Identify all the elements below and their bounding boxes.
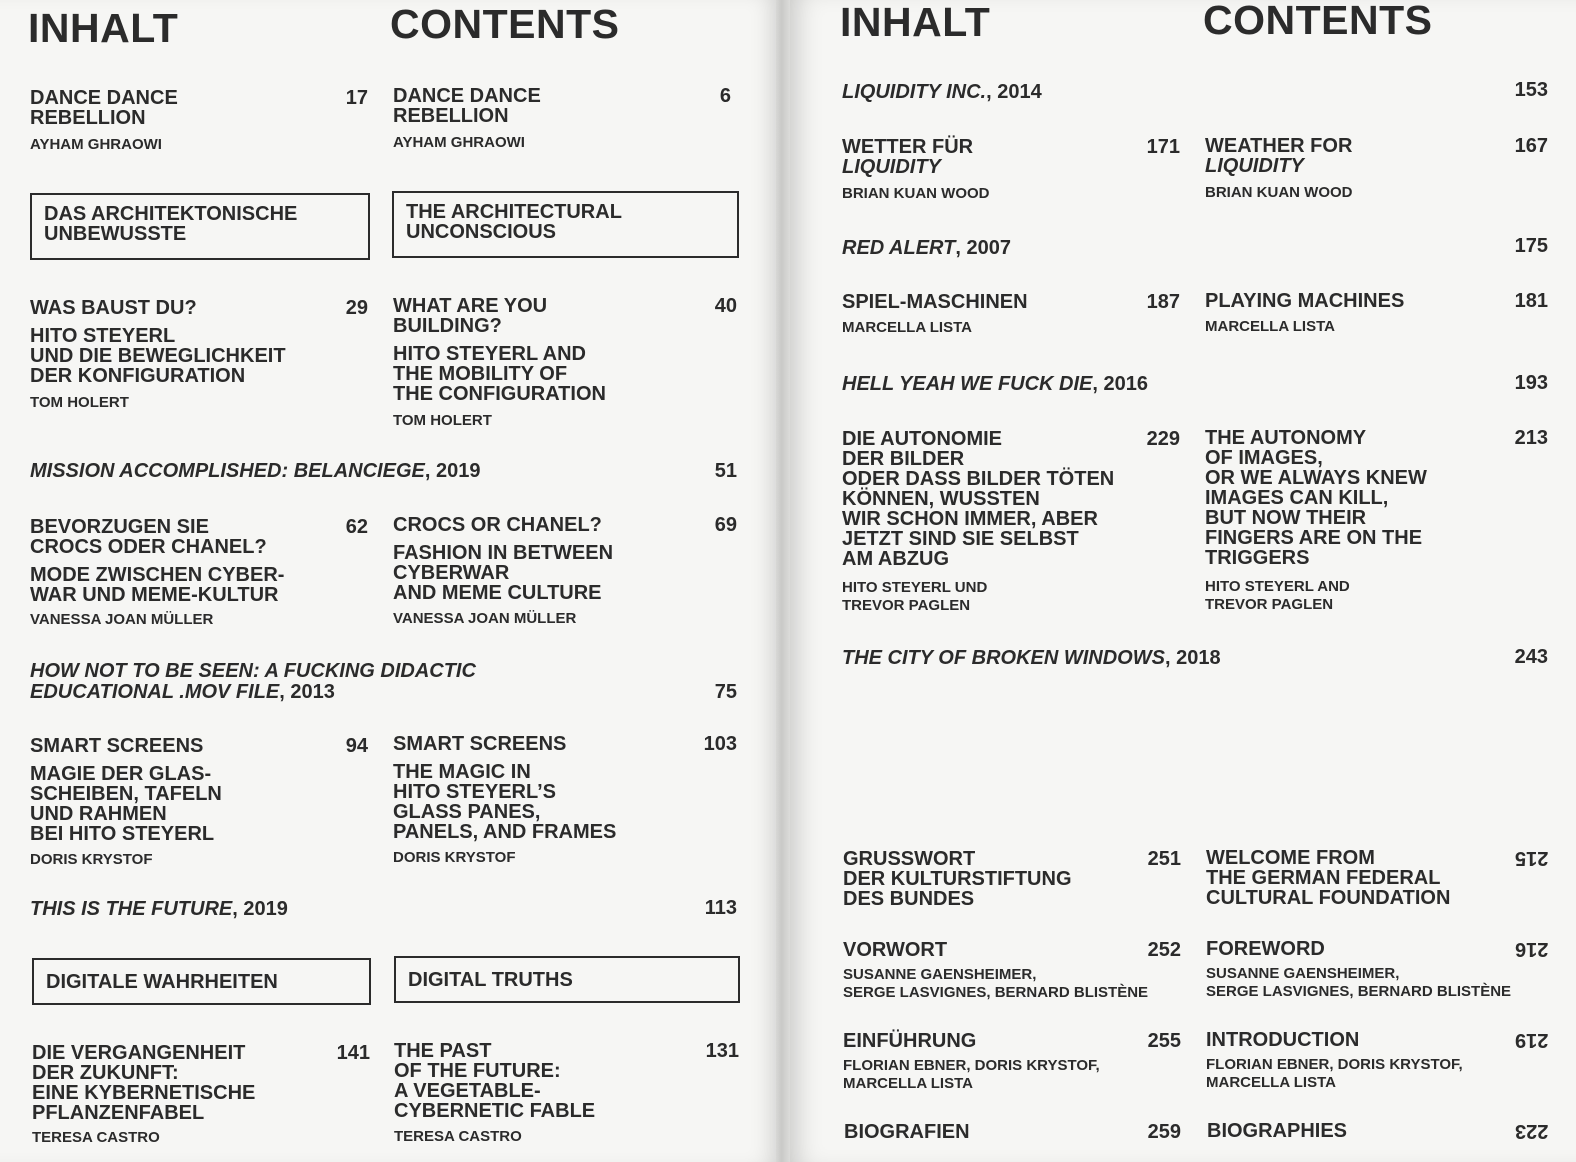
toc-entry-de-grusswort-title [843, 849, 1133, 909]
text-line: PANELS, AND FRAMES [393, 821, 617, 843]
toc-entry-en-introduction-author [1206, 1056, 1556, 1092]
text-line: AYHAM GHRAOWI [393, 134, 525, 151]
page-number: 141 [336, 1042, 370, 1064]
page-number: 94 [345, 735, 368, 757]
page-number: 153 [1514, 79, 1548, 101]
text-line: DIE VERGANGENHEIT [32, 1042, 246, 1064]
page-number: 229 [1146, 428, 1180, 450]
text-line: DER KONFIGURATION [30, 365, 246, 387]
text-line: HITO STEYERL AND [393, 343, 586, 365]
toc-entry-en-dance-dance-rebellion-title [393, 86, 683, 126]
text-line: WIR SCHON IMMER, ABER [842, 508, 1098, 530]
text-line: DIE AUTONOMIE [842, 428, 1003, 450]
toc-entry-en-introduction-title [1206, 1030, 1496, 1050]
toc-entry-en-playing-machines-author [1205, 318, 1495, 336]
text-line: THE MAGIC IN [393, 761, 531, 783]
text-line: THE CONFIGURATION [393, 383, 606, 405]
text-line: DIGITALE WAHRHEITEN [46, 971, 278, 993]
page-number: 171 [1146, 136, 1180, 158]
toc-entry-en-weather-title: WEATHER FOR LIQUIDITY [1205, 136, 1495, 176]
text-line: AYHAM GHRAOWI [30, 136, 162, 153]
text-line: CROCS ODER CHANEL? [30, 536, 267, 558]
page-number: 131 [705, 1040, 739, 1062]
text-line: SMART SCREENS [393, 733, 567, 755]
text-line: THE PAST [394, 1040, 492, 1062]
toc-entry-en-smart-screens-author [393, 849, 683, 867]
text-line: WAS BAUST DU? [30, 297, 197, 319]
text-line: ODER DASS BILDER TÖTEN [842, 468, 1115, 490]
text-line: SUSANNE GAENSHEIMER, [843, 966, 1037, 983]
text-line: MODE ZWISCHEN CYBER- [30, 564, 285, 586]
work-title-mission-accomplished: MISSION ACCOMPLISHED: BELANCIEGE, 2019 [30, 460, 481, 482]
text-line: DAS ARCHITEKTONISCHE [44, 203, 298, 225]
text-line: WAR UND MEME-KULTUR [30, 584, 279, 606]
toc-entry-de-vorwort-title [843, 940, 1133, 960]
work-title-city-of-broken-windows: THE CITY OF BROKEN WINDOWS, 2018 [842, 647, 1221, 669]
section-box-architectural-unconscious [392, 191, 739, 258]
work-title-hell-yeah-we-fuck-die: HELL YEAH WE FUCK DIE, 2016 [842, 373, 1148, 395]
page-number: 243 [1514, 646, 1548, 668]
page-number: 213 [1514, 427, 1548, 449]
text-line: UNBEWUSSTE [44, 223, 187, 245]
text-line: VANESSA JOAN MÜLLER [30, 611, 214, 628]
text-line: TERESA CASTRO [32, 1129, 160, 1146]
toc-entry-de-wetter-author [842, 185, 1132, 203]
page-number: 252 [1147, 939, 1181, 961]
text-line: WELCOME FROM [1206, 847, 1375, 869]
text-line: DER ZUKUNFT: [32, 1062, 179, 1084]
work-title-this-is-the-future: THIS IS THE FUTURE, 2019 [30, 898, 288, 920]
toc-entry-de-crocs-subtitle [30, 565, 350, 605]
toc-entry-de-crocs-title [30, 517, 330, 557]
page-number: 40 [714, 295, 737, 317]
page-number: 215 [1514, 847, 1548, 869]
page-number: 255 [1147, 1030, 1181, 1052]
text-line: HITO STEYERL [30, 325, 176, 347]
text-line: WEATHER FOR [1205, 135, 1353, 157]
text-line: UND DIE BEWEGLICHKEIT [30, 345, 286, 367]
toc-entry-de-vergangenheit-author [32, 1129, 322, 1147]
text-line: MAGIE DER GLAS- [30, 763, 212, 785]
text-line: JETZT SIND SIE SELBST [842, 528, 1079, 550]
text-line: THE ARCHITECTURAL [406, 201, 622, 223]
text-line: TOM HOLERT [30, 394, 129, 411]
page-number: 51 [714, 460, 737, 482]
page-number: 167 [1514, 135, 1548, 157]
text-line: FLORIAN EBNER, DORIS KRYSTOF, [843, 1057, 1100, 1074]
page-number: 175 [1514, 235, 1548, 257]
text-line: A VEGETABLE- [394, 1080, 541, 1102]
text-line: DES BUNDES [843, 888, 975, 910]
text-line: UND RAHMEN [30, 803, 167, 825]
toc-entry-en-what-are-you-building-author [393, 412, 683, 430]
toc-entry-de-einfuehrung-author [843, 1057, 1193, 1093]
section-box-digital-truths [394, 956, 740, 1003]
text-line: INTRODUCTION [1206, 1029, 1360, 1051]
text-line: WHAT ARE YOU [393, 295, 548, 317]
toc-entry-en-welcome-title [1206, 848, 1506, 908]
text-line: IMAGES CAN KILL, [1205, 487, 1389, 509]
text-line: BIOGRAPHIES [1207, 1120, 1348, 1142]
text-line: TERESA CASTRO [394, 1128, 522, 1145]
toc-entry-en-playing-machines-title [1205, 291, 1495, 311]
toc-entry-en-foreword-author [1206, 965, 1556, 1001]
text-line: SPIEL-MASCHINEN [842, 291, 1028, 313]
text-line: BEI HITO STEYERL [30, 823, 215, 845]
text-line: DER KULTURSTIFTUNG [843, 868, 1072, 890]
text-line: FINGERS ARE ON THE [1205, 527, 1423, 549]
toc-entry-de-was-baust-du-subtitle [30, 326, 350, 386]
text-line: VORWORT [843, 939, 948, 961]
text-line: TRIGGERS [1205, 547, 1310, 569]
page-number: 6 [719, 85, 731, 107]
text-line: BEVORZUGEN SIE [30, 516, 209, 538]
toc-entry-de-wetter-title: WETTER FÜR LIQUIDITY [842, 137, 1132, 177]
header-inhalt-right: INHALT [840, 0, 991, 45]
toc-entry-en-autonomy-title [1205, 428, 1495, 568]
toc-entry-en-foreword-title [1206, 939, 1496, 959]
text-line: DORIS KRYSTOF [393, 849, 516, 866]
text-line: MARCELLA LISTA [1205, 318, 1335, 335]
toc-entry-de-biografien-title [844, 1122, 1134, 1142]
page-number: 219 [1514, 1029, 1548, 1051]
text-line: FASHION IN BETWEEN [393, 542, 614, 564]
work-title-liquidity-inc: LIQUIDITY INC., 2014 [842, 81, 1042, 103]
toc-entry-en-what-are-you-building-subtitle [393, 344, 693, 404]
header-contents-right: CONTENTS [1203, 0, 1433, 43]
text-line: UNCONSCIOUS [406, 221, 557, 243]
text-line: MARCELLA LISTA [1206, 1074, 1336, 1091]
page-number: 187 [1146, 291, 1180, 313]
text-line: GRUSSWORT [843, 848, 976, 870]
text-line: THE MOBILITY OF [393, 363, 568, 385]
text-line: CROCS OR CHANEL? [393, 514, 602, 536]
text-line: GLASS PANES, [393, 801, 541, 823]
toc-entry-en-past-of-future-title [394, 1041, 684, 1121]
text-line: AM ABZUG [842, 548, 950, 570]
text-line: CYBERWAR [393, 562, 510, 584]
toc-entry-de-vorwort-author [843, 966, 1193, 1002]
page-number: 181 [1514, 290, 1548, 312]
toc-entry-en-crocs-subtitle [393, 543, 693, 603]
text-line: MARCELLA LISTA [842, 319, 972, 336]
text-line: TREVOR PAGLEN [842, 597, 971, 614]
toc-entry-de-vergangenheit-title [32, 1043, 332, 1123]
page-number: 216 [1514, 938, 1548, 960]
page-number: 103 [703, 733, 737, 755]
text-line: FLORIAN EBNER, DORIS KRYSTOF, [1206, 1056, 1463, 1073]
toc-entry-de-autonomie-author [842, 579, 1132, 615]
text-line: DANCE DANCE [393, 85, 541, 107]
toc-entry-de-spiel-maschinen-title [842, 292, 1132, 312]
text-line: EINFÜHRUNG [843, 1030, 977, 1052]
text-line: HITO STEYERL AND [1205, 578, 1350, 595]
text-line: THE AUTONOMY [1205, 427, 1367, 449]
text-line: PFLANZENFABEL [32, 1102, 205, 1124]
text-line: REBELLION [393, 105, 509, 127]
text-line: TREVOR PAGLEN [1205, 596, 1334, 613]
toc-entry-de-crocs-author [30, 611, 320, 629]
toc-entry-en-autonomy-author [1205, 578, 1495, 614]
page-number: 251 [1147, 848, 1181, 870]
toc-entry-de-smart-screens-subtitle [30, 764, 330, 844]
text-line: DORIS KRYSTOF [30, 851, 153, 868]
toc-entry-de-dance-dance-rebellion-author [30, 136, 320, 154]
toc-entry-de-smart-screens-title [30, 736, 320, 756]
toc-entry-de-autonomie-title [842, 429, 1172, 569]
text-line: DANCE DANCE [30, 87, 178, 109]
text-line: REBELLION [30, 107, 146, 129]
toc-entry-de-smart-screens-author [30, 851, 320, 869]
toc-entry-de-dance-dance-rebellion-title [30, 88, 320, 128]
work-title-how-not-to-be-seen: HOW NOT TO BE SEEN: A FUCKING DIDACTIC EDUCATIONAL .MOV FILE, 2013 [30, 660, 476, 703]
text-line: VANESSA JOAN MÜLLER [393, 610, 577, 627]
toc-entry-de-was-baust-du-author [30, 394, 320, 412]
text-line: SUSANNE GAENSHEIMER, [1206, 965, 1400, 982]
page-number: 193 [1514, 372, 1548, 394]
text-line: OF IMAGES, [1205, 447, 1323, 469]
text-line: HITO STEYERL’S [393, 781, 556, 803]
text-line: SCHEIBEN, TAFELN [30, 783, 222, 805]
text-line: SERGE LASVIGNES, BERNARD BLISTÈNE [1206, 983, 1512, 1000]
text-line: AND MEME CULTURE [393, 582, 602, 604]
toc-entry-de-spiel-maschinen-author [842, 319, 1132, 337]
text-line: BUILDING? [393, 315, 502, 337]
toc-entry-en-biographies-title [1207, 1121, 1497, 1141]
work-title-red-alert: RED ALERT, 2007 [842, 237, 1011, 259]
toc-entry-en-crocs-author [393, 610, 683, 628]
text-line: PLAYING MACHINES [1205, 290, 1405, 312]
text-line: HITO STEYERL UND [842, 579, 988, 596]
toc-entry-en-crocs-title [393, 515, 683, 535]
toc-entry-en-weather-author [1205, 184, 1495, 202]
text-line: CULTURAL FOUNDATION [1206, 887, 1451, 909]
header-inhalt-left: INHALT [28, 5, 179, 51]
page-number: 62 [345, 516, 368, 538]
page-number: 259 [1147, 1121, 1181, 1143]
page-number: 223 [1514, 1120, 1548, 1142]
text-line: BIOGRAFIEN [844, 1121, 970, 1143]
text-line: SERGE LASVIGNES, BERNARD BLISTÈNE [843, 984, 1149, 1001]
toc-entry-en-smart-screens-subtitle [393, 762, 693, 842]
text-line: WETTER FÜR [842, 136, 974, 158]
text-line: FOREWORD [1206, 938, 1325, 960]
book-gutter [776, 0, 790, 1162]
toc-entry-en-past-of-future-author [394, 1128, 684, 1146]
page-number: 75 [714, 681, 737, 703]
text-line: MARCELLA LISTA [843, 1075, 973, 1092]
text-line: SMART SCREENS [30, 735, 204, 757]
toc-entry-en-smart-screens-title [393, 734, 683, 754]
text-line: OR WE ALWAYS KNEW [1205, 467, 1427, 489]
text-line: EINE KYBERNETISCHE [32, 1082, 256, 1104]
page-number: 17 [345, 87, 368, 109]
text-line: CYBERNETIC FABLE [394, 1100, 596, 1122]
toc-entry-de-was-baust-du-title [30, 298, 320, 318]
text-line: BRIAN KUAN WOOD [1205, 184, 1353, 201]
text-line: KÖNNEN, WUSSTEN [842, 488, 1040, 510]
section-box-architektonische-unbewusste [30, 193, 370, 260]
text-line: BUT NOW THEIR [1205, 507, 1367, 529]
page-number: 113 [704, 897, 737, 919]
text-line: THE GERMAN FEDERAL [1206, 867, 1441, 889]
toc-entry-de-einfuehrung-title [843, 1031, 1133, 1051]
text-line: OF THE FUTURE: [394, 1060, 561, 1082]
text-line: BRIAN KUAN WOOD [842, 185, 990, 202]
section-box-digitale-wahrheiten [32, 958, 371, 1005]
text-line: TOM HOLERT [393, 412, 492, 429]
toc-entry-en-dance-dance-rebellion-author [393, 134, 683, 152]
toc-entry-en-what-are-you-building-title [393, 296, 683, 336]
page-number: 69 [714, 514, 737, 536]
text-line: DIGITAL TRUTHS [408, 969, 573, 991]
page-number: 29 [345, 297, 368, 319]
header-contents-left: CONTENTS [390, 1, 620, 47]
text-line: DER BILDER [842, 448, 965, 470]
